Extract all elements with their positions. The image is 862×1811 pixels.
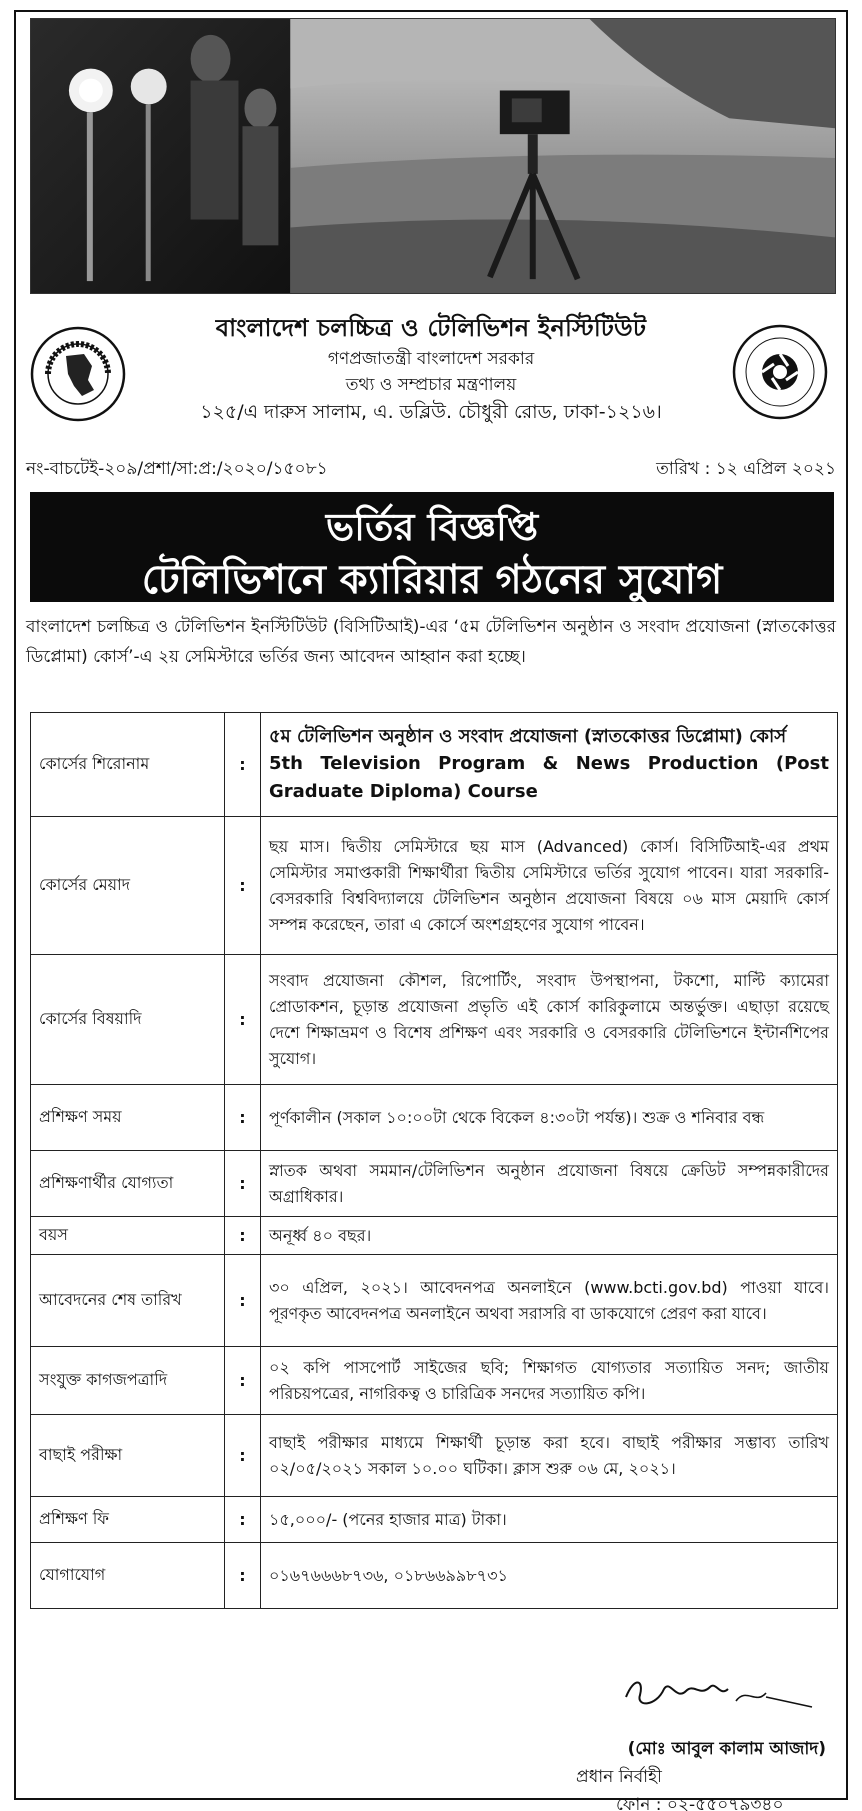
row-value: ১৫,০০০/- (পনের হাজার মাত্র) টাকা। <box>261 1497 838 1543</box>
row-label: কোর্সের বিষয়াদি <box>31 955 225 1085</box>
notice-title: ভর্তির বিজ্ঞপ্তি <box>325 505 539 549</box>
row-label: প্রশিক্ষণার্থীর যোগ্যতা <box>31 1151 225 1217</box>
row-label: প্রশিক্ষণ ফি <box>31 1497 225 1543</box>
row-value: অনূর্ধ্ব ৪০ বছর। <box>261 1217 838 1255</box>
intro-paragraph: বাংলাদেশ চলচ্চিত্র ও টেলিভিশন ইনস্টিটিউট (বিসিটিআই)-এর ‘৫ম টেলিভিশন অনুষ্ঠান ও সংবাদ প্রযোজনা (স্নাতকোত্তর ডিপ্লোমা) কোর্স’-এ ২য় সেমিস্টারে ভর্তির জন্য আবেদন আহ্বান করা হচ্ছে। <box>26 617 836 667</box>
row-value: স্নাতক অথবা সমমান/টেলিভিশন অনুষ্ঠান প্রযোজনা বিষয়ে ক্রেডিট সম্পন্নকারীদের অগ্রাধিকার। <box>261 1151 838 1217</box>
row-label: কোর্সের মেয়াদ <box>31 817 225 955</box>
notice-subtitle: টেলিভিশনে ক্যারিয়ার গঠনের সুযোগ <box>141 557 723 603</box>
reference-number: নং-বাচটেই-২০৯/প্রশা/সা:প্র:/২০২০/১৫০৮১ <box>26 459 328 479</box>
table-row <box>31 1151 838 1217</box>
row-colon: : <box>225 817 261 955</box>
reference-line <box>16 452 846 482</box>
course-title-en: 5th Television Program & News Production (Post Graduate Diploma) Course <box>269 752 829 802</box>
table-row <box>31 817 838 955</box>
row-colon: : <box>225 1085 261 1151</box>
table-row <box>31 1497 838 1543</box>
notice-date: তারিখ : ১২ এপ্রিল ২০২১ <box>656 459 836 479</box>
institute-logo <box>730 322 830 422</box>
table-row <box>31 1085 838 1151</box>
row-colon: : <box>225 1543 261 1609</box>
course-info-table <box>30 712 838 1609</box>
table-row <box>31 1543 838 1609</box>
row-label: সংযুক্ত কাগজপত্রাদি <box>31 1347 225 1415</box>
row-label: আবেদনের শেষ তারিখ <box>31 1255 225 1347</box>
row-colon: : <box>225 1217 261 1255</box>
ministry-name: তথ্য ও সম্প্রচার মন্ত্রণালয় <box>345 375 517 395</box>
row-label: প্রশিক্ষণ সময় <box>31 1085 225 1151</box>
row-colon: : <box>225 713 261 817</box>
row-colon: : <box>225 955 261 1085</box>
row-label: বাছাই পরীক্ষা <box>31 1415 225 1497</box>
table-row <box>31 955 838 1085</box>
row-colon: : <box>225 1415 261 1497</box>
row-label: যোগাযোগ <box>31 1543 225 1609</box>
row-value: পূর্ণকালীন (সকাল ১০:০০টা থেকে বিকেল ৪:৩০টা পর্যন্ত)। শুক্র ও শনিবার বন্ধ <box>261 1085 838 1151</box>
table-row <box>31 713 838 817</box>
table-row <box>31 1415 838 1497</box>
organization-name: বাংলাদেশ চলচ্চিত্র ও টেলিভিশন ইনস্টিটিউট <box>215 314 647 342</box>
row-value: ০১৬৭৬৬৬৮৭৩৬, ০১৮৬৬৯৯৮৭৩১ <box>261 1543 838 1609</box>
organization-address: ১২৫/এ দারুস সালাম, এ. ডব্লিউ. চৌধুরী রোড, ঢাকা-১২১৬। <box>200 401 662 423</box>
row-value <box>261 713 838 817</box>
notice-header <box>16 302 846 432</box>
signatory-designation: প্রধান নির্বাহী <box>576 1767 662 1787</box>
course-title-bn: ৫ম টেলিভিশন অনুষ্ঠান ও সংবাদ প্রযোজনা (স্নাতকোত্তর ডিপ্লোমা) কোর্স <box>269 725 787 747</box>
notice-page <box>14 10 848 1811</box>
row-colon: : <box>225 1497 261 1543</box>
table-row <box>31 1255 838 1347</box>
signatory-phone: ফোন : ০২-৫৫০৭৯৩৪০ <box>616 1795 784 1811</box>
table-row <box>31 1217 838 1255</box>
row-label: কোর্সের শিরোনাম <box>31 713 225 817</box>
row-colon: : <box>225 1151 261 1217</box>
row-value: ৩০ এপ্রিল, ২০২১। আবেদনপত্র অনলাইনে (www.bcti.gov.bd) পাওয়া যাবে। পূরণকৃত আবেদনপত্র অনলাইনে অথবা সরাসরি বা ডাকযোগে প্রেরণ করা যাবে। <box>261 1255 838 1347</box>
row-colon: : <box>225 1255 261 1347</box>
table-row <box>31 1347 838 1415</box>
row-value: বাছাই পরীক্ষার মাধ্যমে শিক্ষার্থী চূড়ান্ত করা হবে। বাছাই পরীক্ষার সম্ভাব্য তারিখ ০২/০৫/২০২১ সকাল ১০.০০ ঘটিকা। ক্লাস শুরু ০৬ মে, ২০২১। <box>261 1415 838 1497</box>
government-seal-logo <box>28 324 128 424</box>
studio-scene-image <box>31 19 835 293</box>
notice-title-box <box>30 492 834 602</box>
row-value: ০২ কপি পাসপোর্ট সাইজের ছবি; শিক্ষাগত যোগ্যতার সত্যায়িত সনদ; জাতীয় পরিচয়পত্রের, নাগরিকত্ব ও চারিত্রিক সনদের সত্যায়িত কপি। <box>261 1347 838 1415</box>
banner-photo <box>30 18 836 294</box>
row-colon: : <box>225 1347 261 1415</box>
row-value: ছয় মাস। দ্বিতীয় সেমিস্টারে ছয় মাস (Advanced) কোর্স। বিসিটিআই-এর প্রথম সেমিস্টার সমাপ্তকারী শিক্ষার্থীরা দ্বিতীয় সেমিস্টারে ভর্তির সুযোগ পাবেন। যারা সরকারি-বেসরকারি বিশ্ববিদ্যালয়ে টেলিভিশন অনুষ্ঠান প্রযোজনা বিষয়ে ০৬ মাস মেয়াদি কোর্স সম্পন্ন করেছেন, তারা এ কোর্সে অংশগ্রহণের সুযোগ পাবেন। <box>261 817 838 955</box>
government-name: গণপ্রজাতন্ত্রী বাংলাদেশ সরকার <box>327 349 535 369</box>
row-value: সংবাদ প্রযোজনা কৌশল, রিপোর্টিং, সংবাদ উপস্থাপনা, টকশো, মাল্টি ক্যামেরা প্রোডাকশন, চূড়ান্ত প্রযোজনা প্রভৃতি এই কোর্স কারিকুলামে অন্তর্ভুক্ত। এছাড়া রয়েছে দেশে শিক্ষাভ্রমণ ও বিশেষ প্রশিক্ষণ এবং সরকারি ও বেসরকারি টেলিভিশনে ইন্টার্নশিপের সুযোগ। <box>261 955 838 1085</box>
row-label: বয়স <box>31 1217 225 1255</box>
signatory-name: (মোঃ আবুল কালাম আজাদ) <box>627 1739 826 1759</box>
handwritten-signature <box>616 1667 816 1717</box>
